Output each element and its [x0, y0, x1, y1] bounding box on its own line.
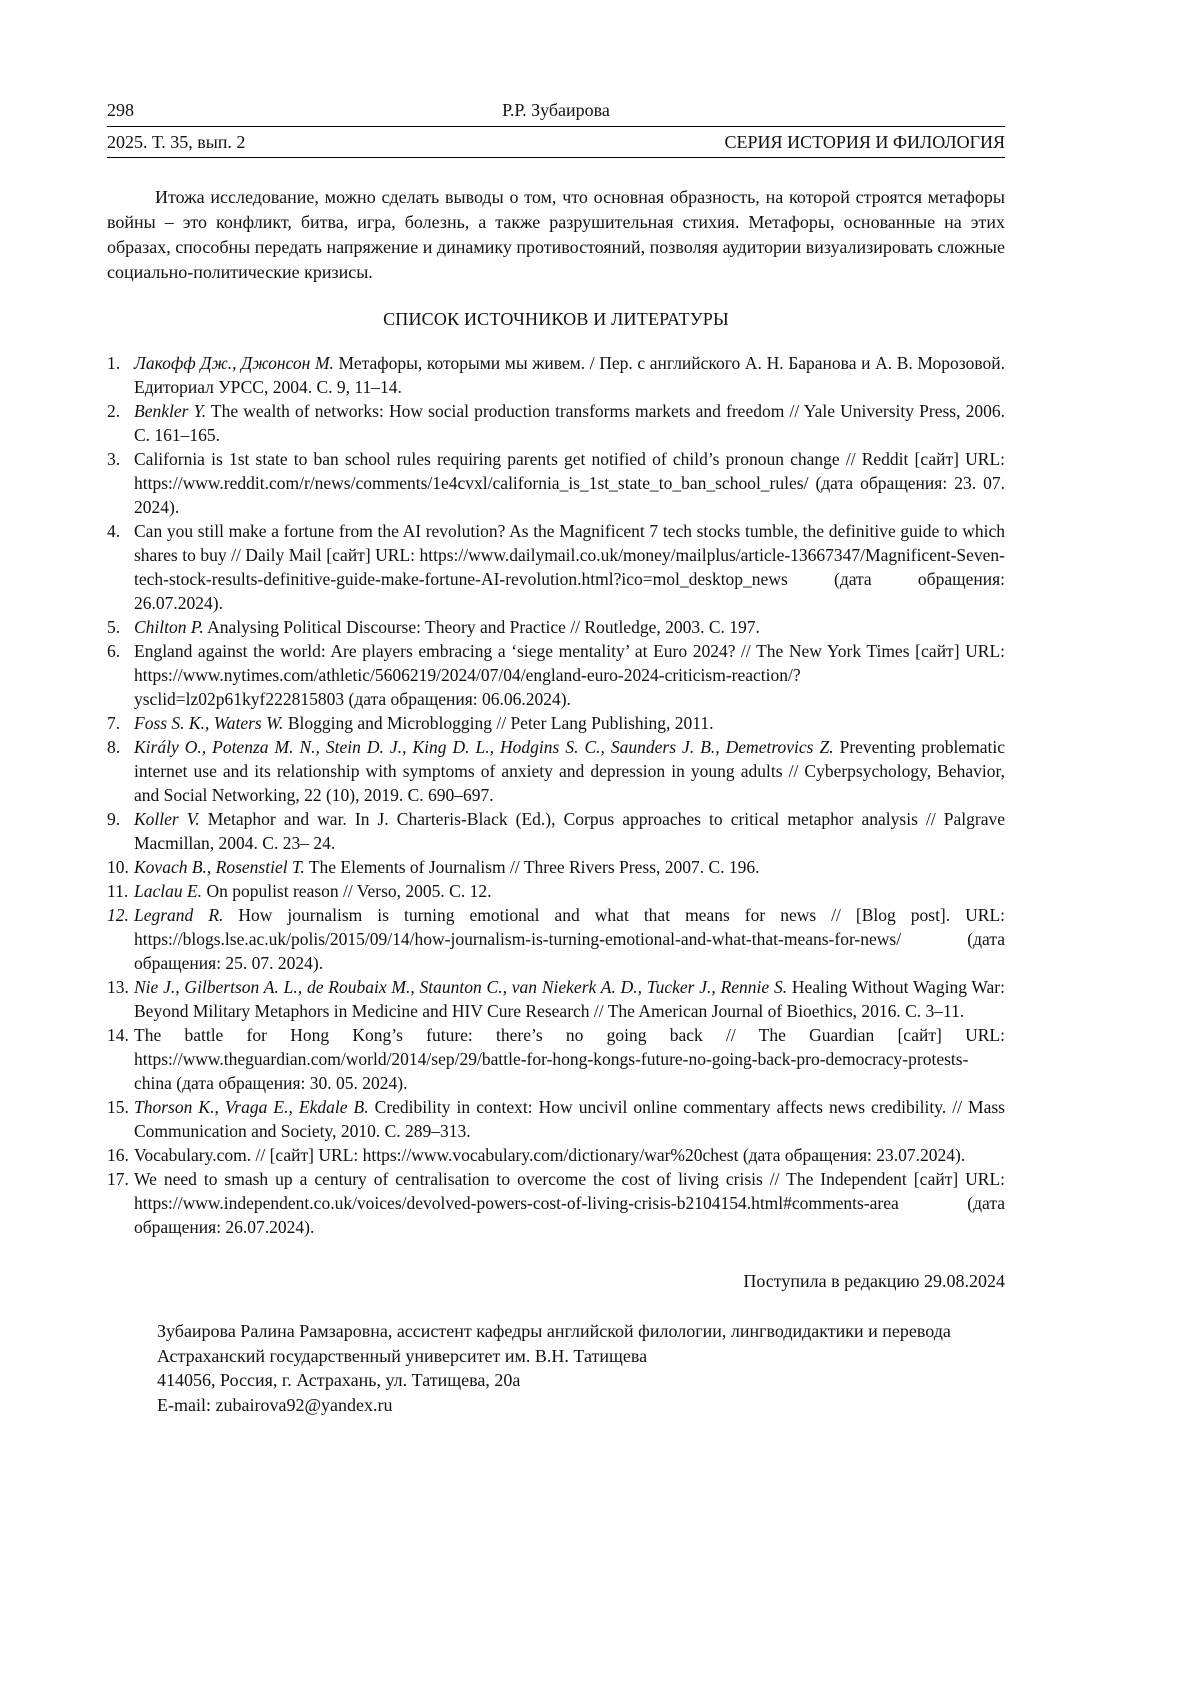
reference-text: We need to smash up a century of centralisation to overcome the cost of living crisis // The Independent [сайт] URL: https://www.independent.co.uk/voices/devolved-powers-cost-of-living-crisis-b2104154.html#comments-area (дата обращения: 26.07.2024). [134, 1169, 1005, 1237]
reference-text: Analysing Political Discourse: Theory and Practice // Routledge, 2003. С. 197. [203, 617, 760, 637]
reference-number: 13. [107, 977, 129, 997]
reference-text: On populist reason // Verso, 2005. С. 12. [202, 881, 492, 901]
reference-number: 2. [107, 401, 121, 421]
reference-number: 12. [107, 905, 129, 925]
page-number: 298 [107, 100, 134, 120]
reference-authors: Chilton P. [134, 617, 204, 637]
reference-number: 17. [107, 1169, 129, 1189]
reference-authors: Benkler Y. [134, 401, 207, 421]
reference-text: Can you still make a fortune from the AI revolution? As the Magnificent 7 tech stocks tumble, the definitive guide to which shares to buy // Daily Mail [сайт] URL: https://www.dailymail.co.uk/money/mailplus/article-13667347/Magnificent-Seven-tech-stock-results-definitive-guide-make-fortune-AI-revolution.html?ico=mol_desktop_news (дата обращения: 26.07.2024). [134, 521, 1005, 613]
header-rule-bottom [107, 157, 1005, 158]
reference-number: 4. [107, 521, 121, 541]
reference-authors: Nie J., Gilbertson A. L., de Roubaix M., Staunton C., van Niekerk A. D., Tucker J., Rennie S. [134, 977, 788, 997]
reference-item [107, 711, 1005, 735]
reference-text: Metaphor and war. In J. Charteris-Black (Ed.), Corpus approaches to critical metaphor analysis // Palgrave Macmillan, 2004. С. 23– 24. [134, 809, 1005, 853]
reference-authors: Kovach B., Rosenstiel T. [134, 857, 305, 877]
author-address-line: 414056, Россия, г. Астрахань, ул. Татищева, 20а [157, 1370, 521, 1390]
running-head-row-1 [107, 100, 1005, 121]
reference-item [107, 1167, 1005, 1239]
reference-item [107, 1143, 1005, 1167]
reference-item [107, 855, 1005, 879]
reference-number: 3. [107, 449, 121, 469]
reference-item [107, 903, 1005, 975]
references-heading: СПИСОК ИСТОЧНИКОВ И ЛИТЕРАТУРЫ [383, 309, 729, 329]
reference-number: 6. [107, 641, 121, 661]
reference-item [107, 1095, 1005, 1143]
reference-text: Метафоры, которыми мы живем. / Пер. с английского А. Н. Баранова и А. В. Морозовой. Едиториал УРСС, 2004. С. 9, 11–14. [134, 353, 1005, 397]
reference-item [107, 975, 1005, 1023]
reference-item [107, 351, 1005, 399]
reference-text: California is 1st state to ban school rules requiring parents get notified of child’s pronoun change // Reddit [сайт] URL: https://www.reddit.com/r/news/comments/1e4cvxl/california_is_1st_state_to_ban_school_rules/ (дата обращения: 23. 07. 2024). [134, 449, 1005, 517]
author-info [157, 1319, 1005, 1417]
reference-item [107, 735, 1005, 807]
reference-number: 5. [107, 617, 121, 637]
reference-item [107, 615, 1005, 639]
series-title: СЕРИЯ ИСТОРИЯ И ФИЛОЛОГИЯ [724, 132, 1005, 152]
reference-number: 10. [107, 857, 129, 877]
reference-text: England against the world: Are players embracing a ‘siege mentality’ at Euro 2024? // The New York Times [сайт] URL: https://www.nytimes.com/athletic/5606219/2024/07/04/england-euro-2024-criticism-reaction/?ysclid=lz02p61kyf222815803 (дата обращения: 06.06.2024). [134, 641, 1005, 709]
reference-text: Healing Without Waging War: Beyond Military Metaphors in Medicine and HIV Cure Research // The American Journal of Bioethics, 2016. С. 3–11. [134, 977, 1006, 1021]
running-head [107, 100, 1005, 158]
reference-text: Preventing problematic internet use and its relationship with symptoms of anxiety and depression in young adults // Cyberpsychology, Behavior, and Social Networking, 22 (10), 2019. С. 690–697. [134, 737, 1005, 805]
reference-number: 16. [107, 1145, 129, 1165]
reference-authors: Legrand R. [134, 905, 224, 925]
reference-number: 15. [107, 1097, 129, 1117]
reference-item [107, 879, 1005, 903]
running-head-row-2 [107, 132, 1005, 153]
reference-authors: Király O., Potenza M. N., Stein D. J., King D. L., Hodgins S. C., Saunders J. B., Demetrovics Z. [134, 737, 834, 757]
reference-text: Blogging and Microblogging // Peter Lang Publishing, 2011. [283, 713, 714, 733]
reference-authors: Лакофф Дж., Джонсон М. [134, 353, 334, 373]
received-date: Поступила в редакцию 29.08.2024 [743, 1271, 1005, 1291]
reference-item [107, 807, 1005, 855]
reference-authors: Foss S. K., Waters W. [134, 713, 284, 733]
author-affiliation-line: Астраханский государственный университет им. В.Н. Татищева [157, 1345, 648, 1366]
running-author: Р.Р. Зубаирова [502, 100, 610, 120]
reference-number: 9. [107, 809, 121, 829]
references-list [107, 351, 1005, 1239]
reference-item [107, 447, 1005, 519]
reference-number: 7. [107, 713, 121, 733]
author-email-line: E-mail: zubairova92@yandex.ru [157, 1394, 393, 1415]
conclusion-paragraph: Итожа исследование, можно сделать выводы о том, что основная образность, на которой строятся метафоры войны – это конфликт, битва, игра, болезнь, а также разрушительная стихия. Метафоры, основанные на этих образах, способны передать напряжение и динамику противостояний, позволяя аудитории визуализировать сложные социально-политические кризисы. [107, 187, 1005, 282]
reference-number: 8. [107, 737, 121, 757]
reference-text: The battle for Hong Kong’s future: there’s no going back // The Guardian [сайт] URL: https://www.theguardian.com/world/2014/sep/29/battle-for-hong-kongs-future-no-going-back-pro-democracy-protests-china (дата обращения: 30. 05. 2024). [134, 1025, 1005, 1093]
reference-item [107, 639, 1005, 711]
author-name-line: Зубаирова Ралина Рамзаровна, ассистент кафедры английской филологии, лингводидактики и перевода [157, 1321, 951, 1341]
reference-authors: Thorson K., Vraga E., Ekdale B. [134, 1097, 369, 1117]
reference-item [107, 399, 1005, 447]
reference-text: Credibility in context: How uncivil online commentary affects news credibility. // Mass Communication and Society, 2010. С. 289–313. [134, 1097, 1005, 1141]
reference-text: The wealth of networks: How social production transforms markets and freedom // Yale University Press, 2006. С. 161–165. [134, 401, 1006, 445]
reference-item [107, 519, 1005, 615]
reference-number: 1. [107, 353, 121, 373]
header-rule-top [107, 126, 1005, 127]
reference-text: Vocabulary.com. // [сайт] URL: https://www.vocabulary.com/dictionary/war%20chest (дата обращения: 23.07.2024). [134, 1145, 966, 1165]
reference-number: 14. [107, 1025, 129, 1045]
reference-item [107, 1023, 1005, 1095]
reference-authors: Koller V. [134, 809, 200, 829]
reference-authors: Laclau E. [134, 881, 203, 901]
reference-text: How journalism is turning emotional and what that means for news // [Blog post]. URL: https://blogs.lse.ac.uk/polis/2015/09/14/how-journalism-is-turning-emotional-and-what-that-means-for-news/ (дата обращения: 25. 07. 2024). [134, 905, 1006, 973]
reference-text: The Elements of Journalism // Three Rivers Press, 2007. С. 196. [304, 857, 760, 877]
reference-number: 11. [107, 881, 129, 901]
issue-info: 2025. Т. 35, вып. 2 [107, 132, 246, 152]
